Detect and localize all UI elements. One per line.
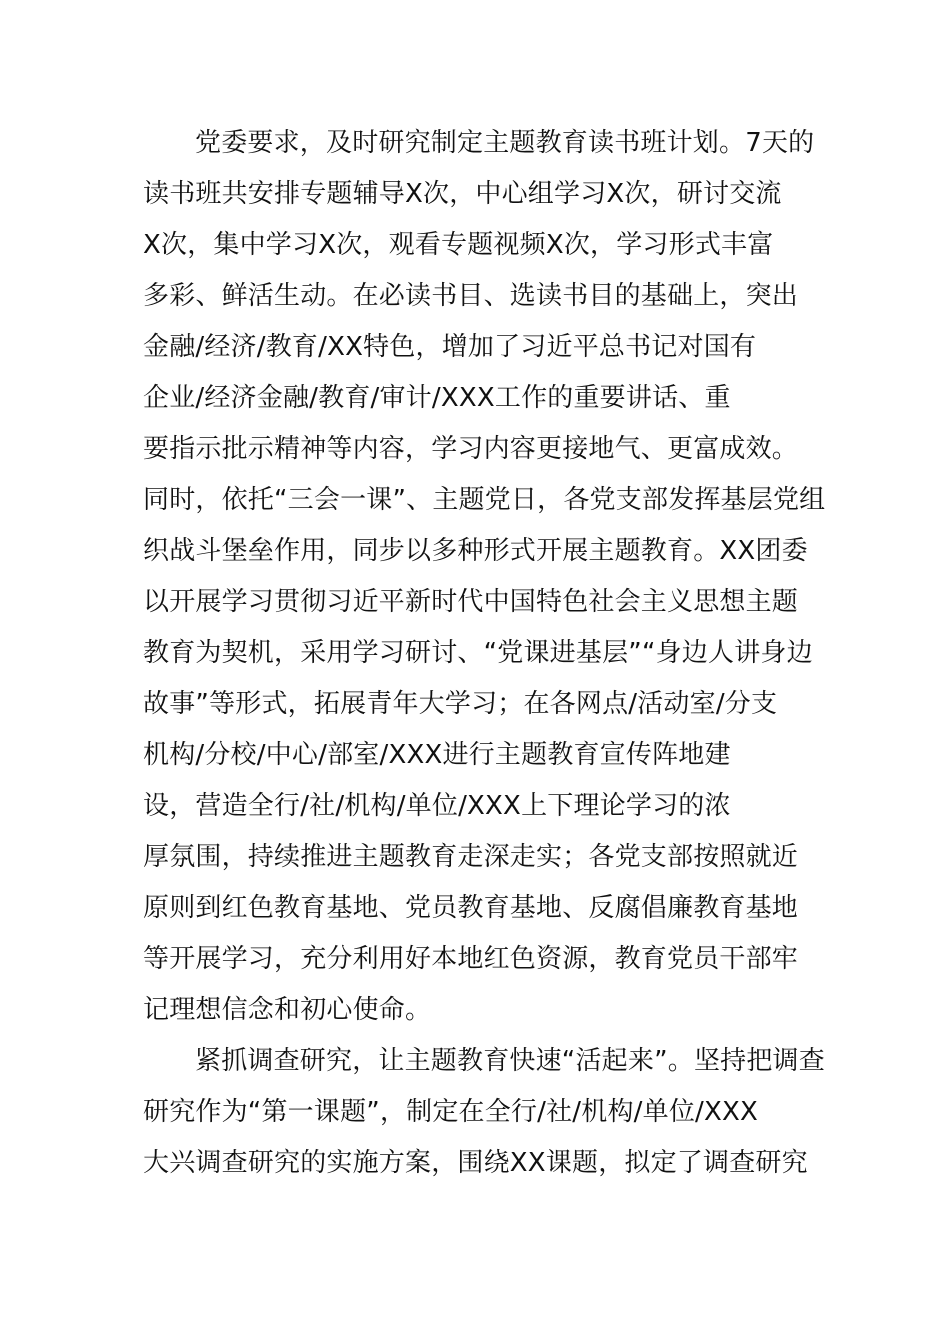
text-line: 原则到红色教育基地、党员教育基地、反腐倡廉教育基地 bbox=[143, 893, 799, 923]
text-line: 金融/经济/教育/XX特色，增加了习近平总书记对国有 bbox=[143, 332, 757, 362]
text-line: 等开展学习，充分利用好本地红色资源，教育党员干部牢 bbox=[143, 944, 799, 974]
text-line: 以开展学习贯彻习近平新时代中国特色社会主义思想主题 bbox=[143, 587, 799, 617]
text-line: 设，营造全行/社/机构/单位/XXX上下理论学习的浓 bbox=[143, 791, 731, 821]
text-line: 紧抓调查研究，让主题教育快速“活起来”。坚持把调查 bbox=[195, 1046, 825, 1076]
text-line: 故事”等形式，拓展青年大学习；在各网点/活动室/分支 bbox=[143, 689, 778, 719]
text-line: 多彩、鲜活生动。在必读书目、选读书目的基础上，突出 bbox=[143, 281, 799, 311]
text-line: 教育为契机，采用学习研讨、“党课进基层”“身边人讲身边 bbox=[143, 638, 813, 668]
text-line: 大兴调查研究的实施方案，围绕XX课题，拟定了调查研究 bbox=[143, 1148, 808, 1178]
text-line: X次，集中学习X次，观看专题视频X次，学习形式丰富 bbox=[143, 230, 774, 260]
text-line: 记理想信念和初心使命。 bbox=[143, 995, 432, 1025]
text-line: 机构/分校/中心/部室/XXX进行主题教育宣传阵地建 bbox=[143, 740, 731, 770]
text-line: 党委要求，及时研究制定主题教育读书班计划。7天的 bbox=[195, 128, 815, 158]
text-line: 研究作为“第一课题”，制定在全行/社/机构/单位/XXX bbox=[143, 1097, 759, 1127]
text-line: 厚氛围，持续推进主题教育走深走实；各党支部按照就近 bbox=[143, 842, 799, 872]
document-body bbox=[143, 118, 826, 1189]
text-line: 读书班共安排专题辅导X次，中心组学习X次，研讨交流 bbox=[143, 179, 782, 209]
text-line: 同时，依托“三会一课”、主题党日，各党支部发挥基层党组 bbox=[143, 485, 826, 515]
text-line: 企业/经济金融/教育/审计/XXX工作的重要讲话、重 bbox=[143, 383, 731, 413]
text-line: 要指示批示精神等内容，学习内容更接地气、更富成效。 bbox=[143, 434, 799, 464]
text-line: 织战斗堡垒作用，同步以多种形式开展主题教育。XX团委 bbox=[143, 536, 808, 566]
